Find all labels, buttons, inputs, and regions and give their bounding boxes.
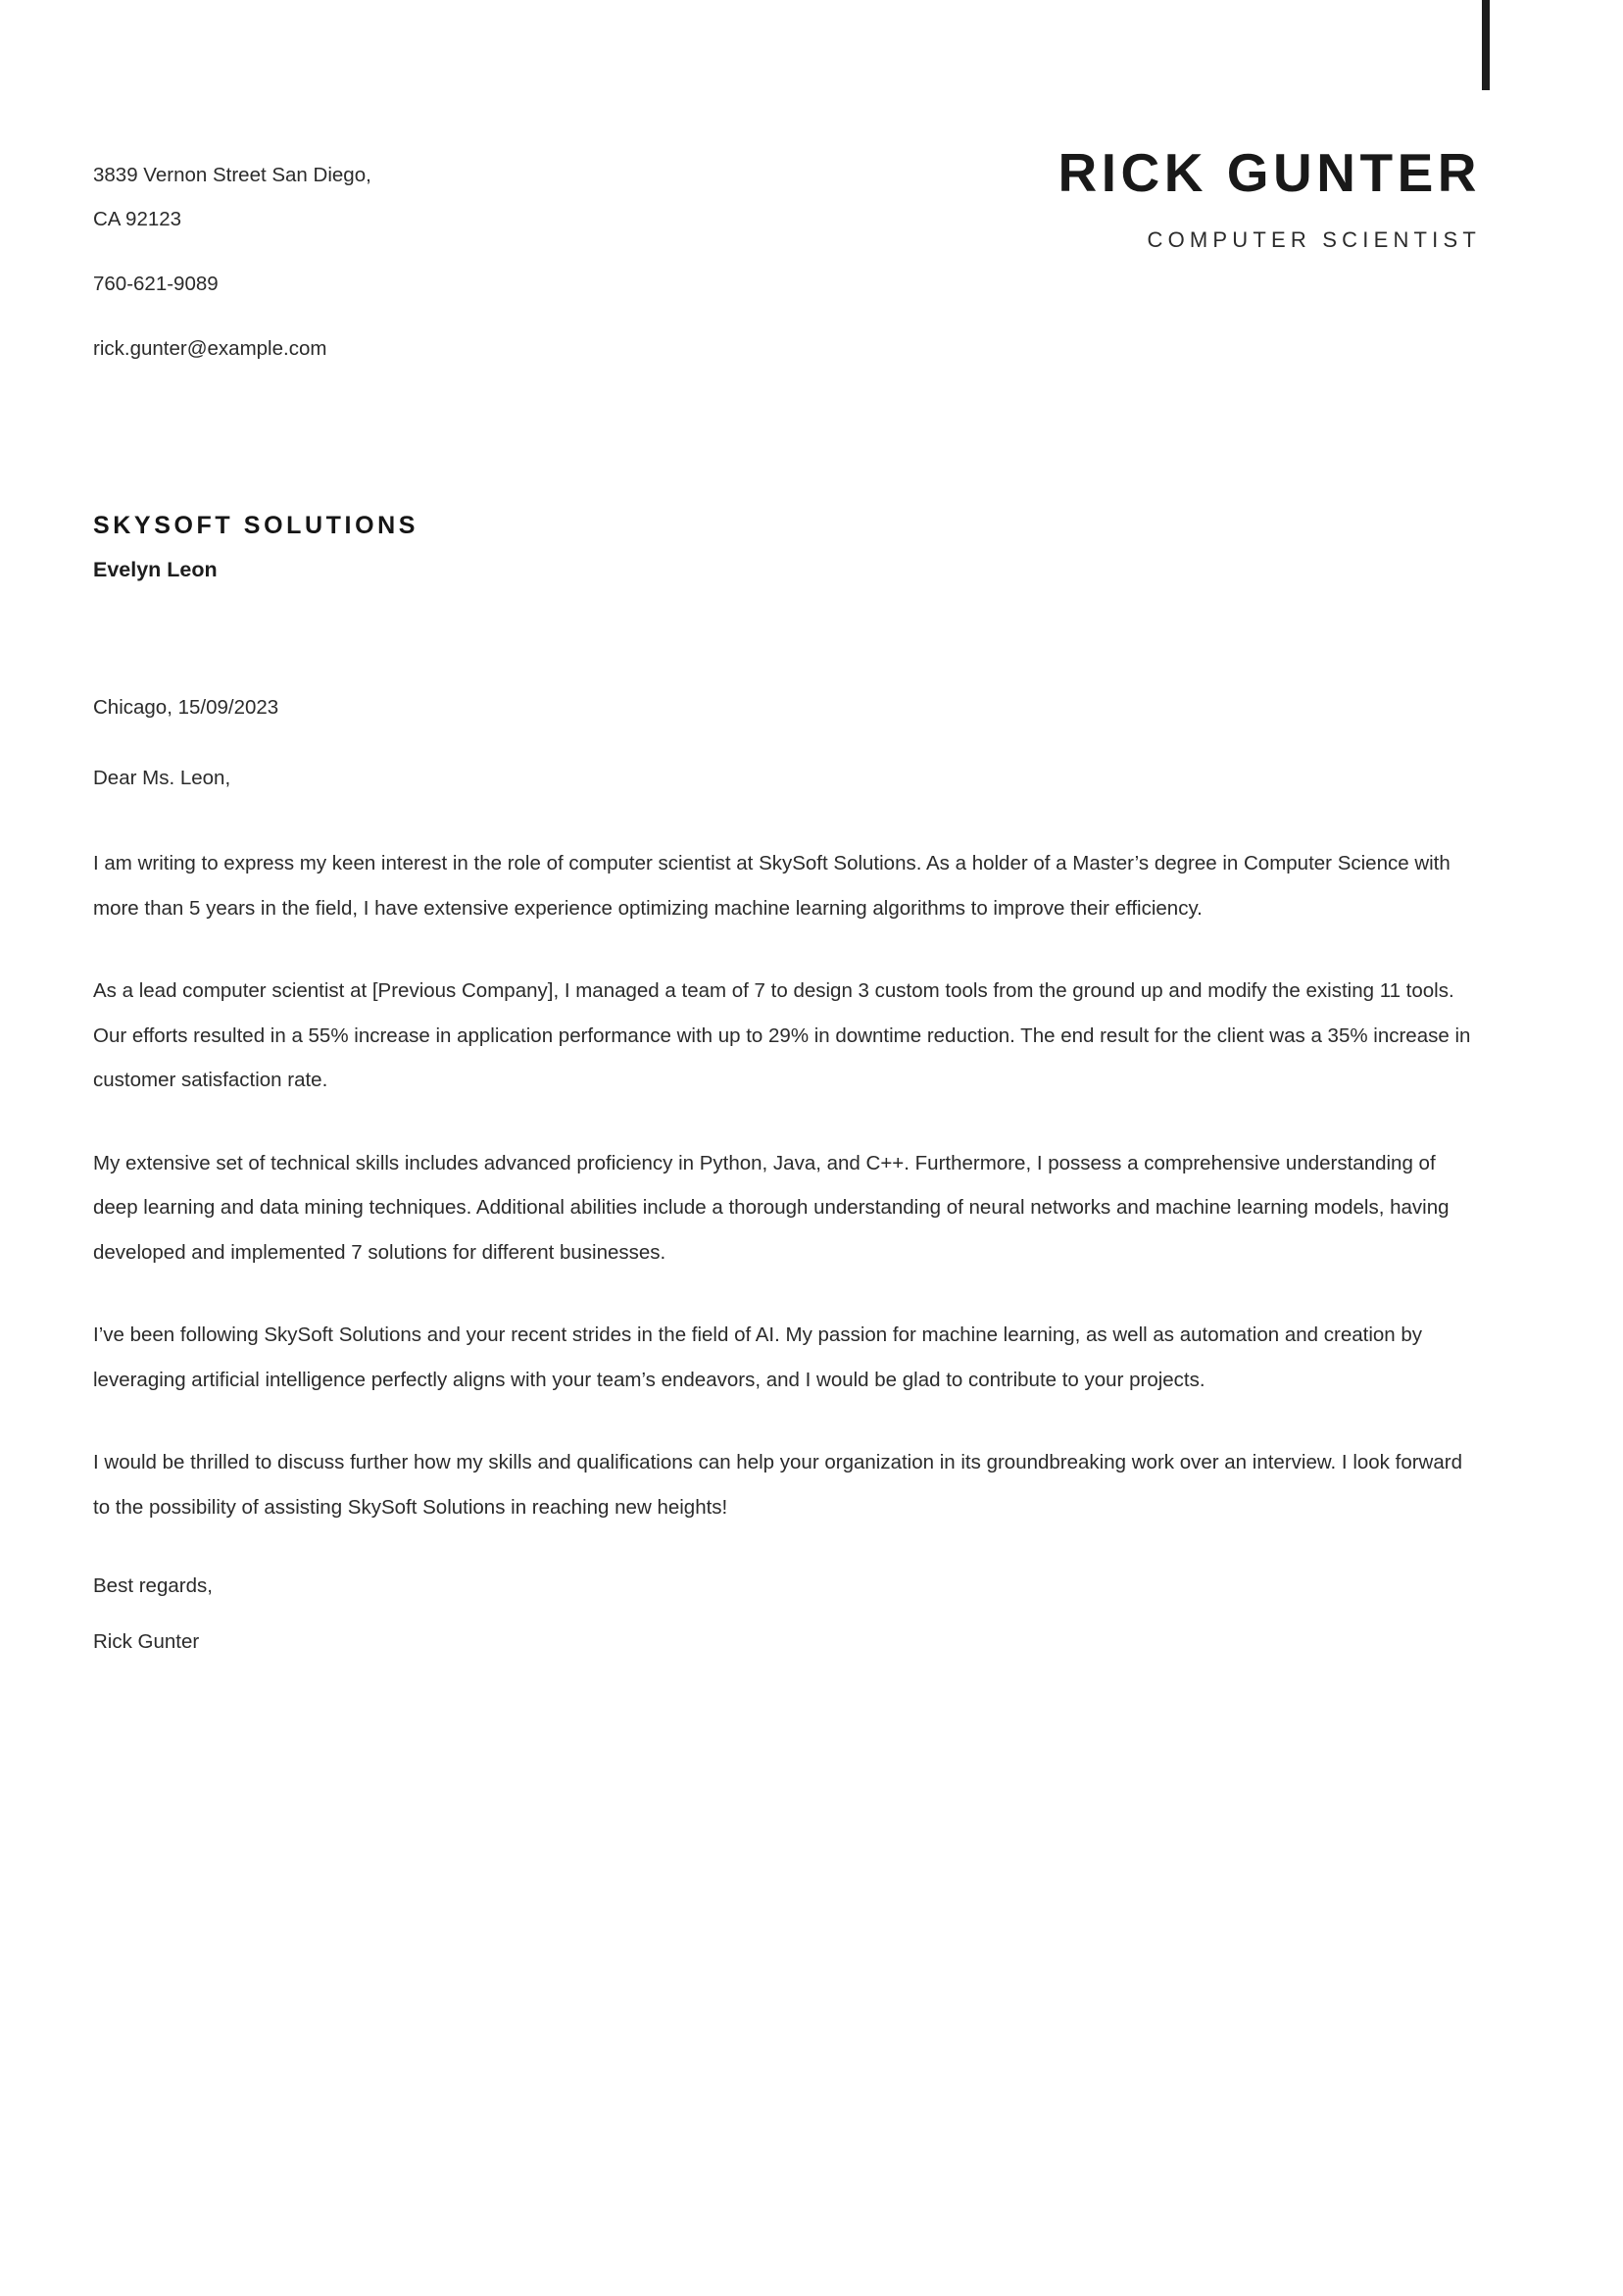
letter-paragraph-list xyxy=(93,841,1481,1529)
letter-header xyxy=(93,142,1481,371)
candidate-job-title: COMPUTER SCIENTIST xyxy=(1147,226,1481,252)
letter-paragraph: I would be thrilled to discuss further how my skills and qualifications can help your organization in its groundbreaking work over an interview. I look forward to the possibility of assisting SkySoft Solutions in reaching new heights! xyxy=(93,1451,1462,1519)
contact-spacer xyxy=(93,306,371,326)
signature-name: Rick Gunter xyxy=(93,1629,200,1653)
letter-paragraph: As a lead computer scientist at [Previous Company], I managed a team of 7 to design 3 custom tools from the ground up and modify the existing 11 tools. Our efforts resulted in a 55% increase in application performance with up to 29% in downtime reduction. The end result for the client was a 35% increase in customer satisfaction rate. xyxy=(93,979,1471,1092)
closing-phrase: Best regards, xyxy=(93,1574,213,1598)
sender-phone: 760-621-9089 xyxy=(93,273,219,295)
contact-spacer xyxy=(93,241,371,262)
sender-contact-block xyxy=(93,145,371,371)
sender-identity-block xyxy=(1057,142,1481,253)
sender-address-line-2: CA 92123 xyxy=(93,208,182,230)
sender-email: rick.gunter@example.com xyxy=(93,337,327,360)
letter-salutation: Dear Ms. Leon, xyxy=(93,766,231,789)
header-accent-rule xyxy=(1482,0,1490,90)
recipient-person-name: Evelyn Leon xyxy=(93,557,218,581)
recipient-company-name: SKYSOFT SOLUTIONS xyxy=(93,512,419,539)
recipient-block xyxy=(93,513,1481,581)
letter-paragraph: I’ve been following SkySoft Solutions and your recent strides in the field of AI. My passion for machine learning, as well as automation and creation by leveraging artificial intelligence perfectly aligns with your team’s endeavors, and I would be glad to contribute to your projects. xyxy=(93,1323,1423,1391)
letter-body xyxy=(93,696,1481,1654)
letter-paragraph: I am writing to express my keen interest in the role of computer scientist at SkySoft Solutions. As a holder of a Master’s degree in Computer Science with more than 5 years in the field, I have extensive experience optimizing machine learning algorithms to improve their efficiency. xyxy=(93,852,1451,920)
sender-address-line-1: 3839 Vernon Street San Diego, xyxy=(93,164,371,186)
letter-date: Chicago, 15/09/2023 xyxy=(93,696,279,719)
letter-closing-block xyxy=(93,1574,1481,1654)
candidate-name: RICK GUNTER xyxy=(1057,142,1481,203)
letter-paragraph: My extensive set of technical skills includes advanced proficiency in Python, Java, and C++. Furthermore, I possess a comprehensive understanding of deep learning and data mining techniques. Additional abilities include a thorough understanding of neural networks and machine learning models, having developed and implemented 7 solutions for different businesses. xyxy=(93,1151,1450,1264)
